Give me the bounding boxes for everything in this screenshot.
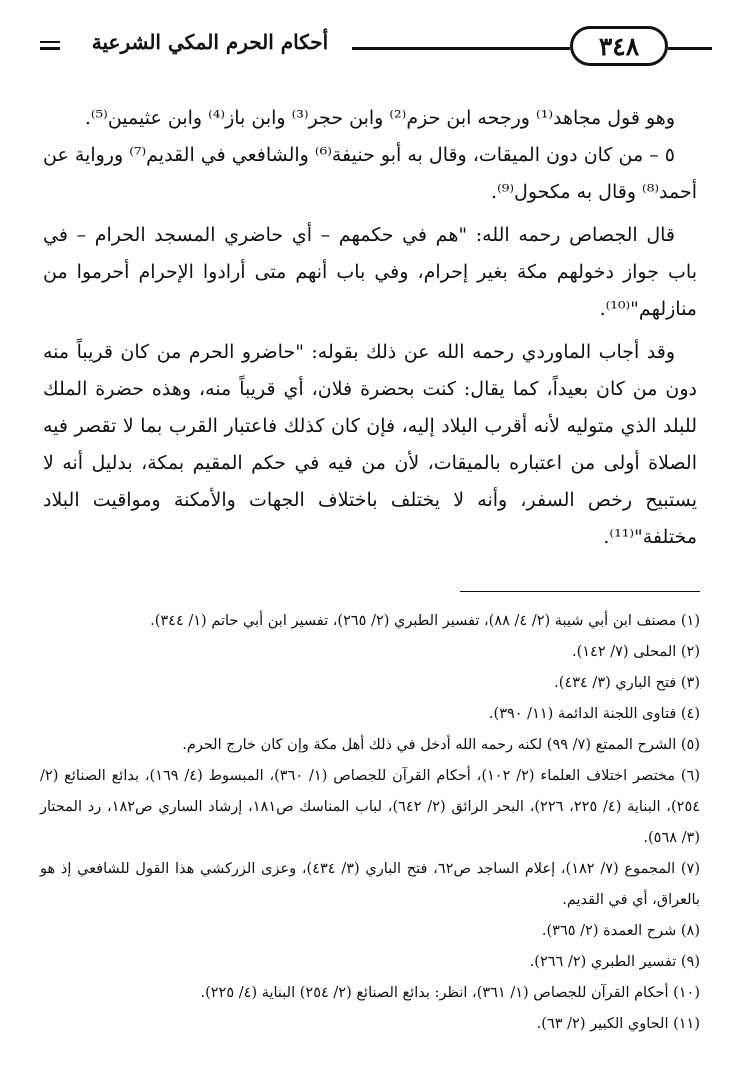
header-rule-right: [668, 47, 712, 50]
main-text: [43, 100, 697, 556]
header-rule-left-thin: [40, 41, 60, 43]
paragraph-3: قال الجصاص رحمه الله: "هم في حكمهم – أي حاضري المسجد الحرام – في باب جواز دخولهم مكة بغير إحرام، وفي باب أنهم متى أرادوا الإحرام أحرموا من منازلهم"⁽¹⁰⁾.: [43, 224, 697, 320]
footnotes: [40, 606, 700, 1040]
footnote-7: (٧) المجموع (٧/ ١٨٢)، إعلام الساجد ص٦٢، فتح الباري (٣/ ٤٣٤)، وعزى الزركشي هذا القول للشافعي إذ هو بالعراق، أي في القديم.: [40, 861, 701, 908]
footnote-4: (٤) فتاوى اللجنة الدائمة (١١/ ٣٩٠).: [488, 706, 700, 722]
paragraph-1: وهو قول مجاهد⁽¹⁾ ورجحه ابن حزم⁽²⁾ وابن حجر⁽³⁾ وابن باز⁽⁴⁾ وابن عثيمين⁽⁵⁾.: [84, 107, 675, 129]
footnote-10: (١٠) أحكام القرآن للجصاص (١/ ٣٦١)، انظر: بدائع الصنائع (٢/ ٢٥٤) البناية (٤/ ٢٢٥).: [200, 985, 700, 1001]
footnote-3: (٣) فتح الباري (٣/ ٤٣٤).: [554, 675, 700, 691]
running-title: أحكام الحرم المكي الشرعية: [91, 30, 329, 54]
paragraph-2: ٥ – من كان دون الميقات، وقال به أبو حنيفة⁽⁶⁾ والشافعي في القديم⁽⁷⁾ ورواية عن أحمد⁽⁸⁾ وقال به مكحول⁽⁹⁾.: [43, 144, 697, 203]
footnote-6: (٦) مختصر اختلاف العلماء (٢/ ١٠٢)، أحكام القرآن للجصاص (١/ ٣٦٠)، المبسوط (٤/ ١٦٩)، بدائع الصنائع (٢/ ٢٥٤)، البناية (٤/ ٢٢٥، ٢٢٦)، البحر الرائق (٢/ ٦٤٢)، لباب المناسك ص١٨١، إرشاد الساري ص١٨٢، رد المحتار (٣/ ٥٦٨).: [40, 768, 701, 846]
footnote-2: (٢) المحلى (٧/ ١٤٢).: [571, 644, 700, 660]
paragraph-4: وقد أجاب الماوردي رحمه الله عن ذلك بقوله: "حاضرو الحرم من كان قريباً منه دون من كان بعيداً، كما يقال: كنت بحضرة فلان، أي قريباً منه، وهذه حضرة الملك للبلد الذي متوليه لأنه أقرب البلاد إليه، فإن كان كذلك فاعتبار القرب بما لا تقصر فيه الصلاة أولى من اعتباره بالميقات، لأن من فيه في حكم المقيم بمكة، بدليل أنه لا يستبيح رخص السفر، وأنه لا يختلف باختلاف الجهات والأمكنة ومواقيت البلاد مختلفة"⁽¹¹⁾.: [43, 341, 697, 548]
footnote-9: (٩) تفسير الطبري (٢/ ٢٦٦).: [529, 954, 700, 970]
footnote-divider: [460, 591, 700, 592]
page-number: ٣٤٨: [570, 26, 668, 66]
footnote-5: (٥) الشرح الممتع (٧/ ٩٩) لكنه رحمه الله أدخل في ذلك أهل مكة وإن كان خارج الحرم.: [182, 737, 700, 753]
page-header: [30, 26, 712, 70]
header-rule-middle: [352, 47, 570, 50]
header-rule-left: [40, 47, 60, 50]
footnote-8: (٨) شرح العمدة (٢/ ٣٦٥).: [541, 923, 700, 939]
footnote-11: (١١) الحاوي الكبير (٢/ ٦٣).: [536, 1016, 700, 1032]
footnote-1: (١) مصنف ابن أبي شيبة (٢/ ٤/ ٨٨)، تفسير الطبري (٢/ ٢٦٥)، تفسير ابن أبي حاتم (١/ ٣٤٤).: [150, 613, 700, 629]
